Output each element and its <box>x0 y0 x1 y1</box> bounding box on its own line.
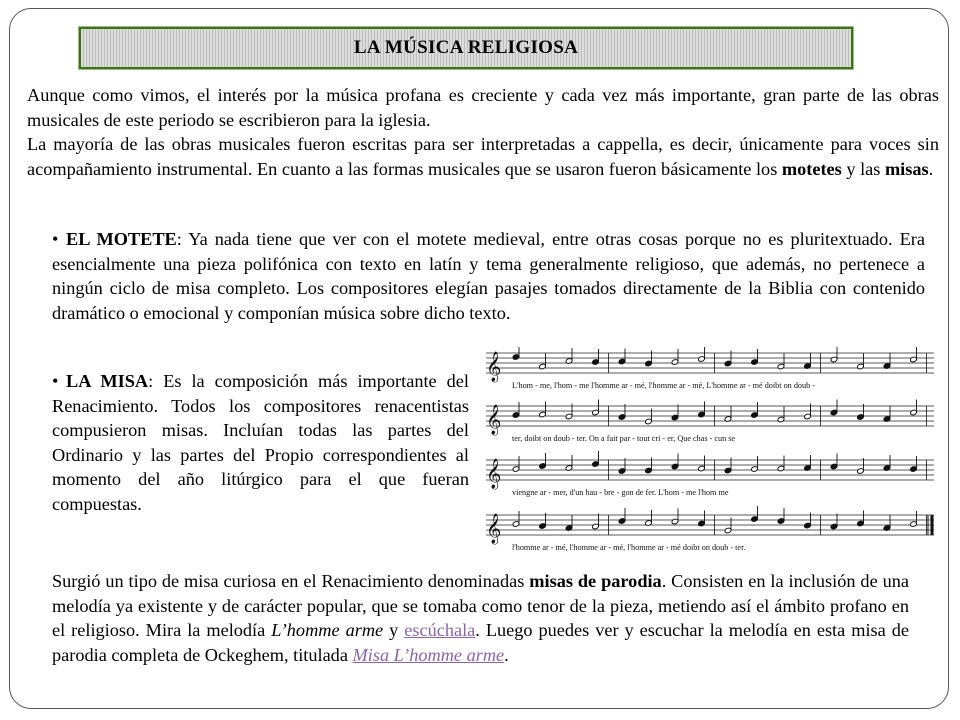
bullet-icon: • <box>52 371 59 391</box>
intro-text <box>27 83 939 181</box>
intro-connector: y las <box>841 158 885 179</box>
lhomme-arme-score-image <box>482 347 938 565</box>
title-banner <box>79 27 853 69</box>
treble-clef-icon: 𝄞 <box>486 405 502 435</box>
score-lyric-line: viengne ar - mer, d'un hau - bre - gon de fer. L'hom - me l'hom me <box>512 488 729 497</box>
motete-bullet <box>52 227 925 325</box>
misa-label: LA MISA <box>66 371 149 391</box>
parodia-part-2: . Consisten en la inclusión de una melodía ya existente y de carácter popular, que se tomaba como tenor de la pieza, metiendo así el ámbito profano en el religioso. Mira la melodía <box>52 571 909 640</box>
bullet-icon: • <box>52 229 59 249</box>
keyword-motetes: motetes <box>781 158 842 179</box>
keyword-misas: misas <box>884 158 929 179</box>
page-title: LA MÚSICA RELIGIOSA <box>353 37 579 58</box>
intro-paragraph-2: La mayoría de las obras musicales fueron escritas para ser interpretadas a cappella, es decir, únicamente para voces sin acompañamiento instrumental. En cuanto a las formas musicales que se usaron fueron básicamente los <box>27 134 939 179</box>
keyword-misas-de-parodia: misas de parodia <box>529 571 662 591</box>
score-lyric-line: L'hom - me, l'hom - me l'homme ar - mé, l'homme ar - mé, L'homme ar - mé doibt on doub - <box>512 381 815 390</box>
motete-label: EL MOTETE <box>66 229 177 249</box>
treble-clef-icon: 𝄞 <box>486 514 502 544</box>
treble-clef-icon: 𝄞 <box>486 459 502 489</box>
misa-text: : Es la composición más importante del Renacimiento. Todos los compositores renacentistas compusieron misas. Incluían todas las partes del Ordinario y las partes del Propio correspondientes al momento del año litúrgico para el que fueran compuestas. <box>52 371 469 514</box>
parodia-part-3: y <box>383 620 405 640</box>
listen-link[interactable]: escúchala <box>404 620 476 640</box>
motete-text: : Ya nada tiene que ver con el motete medieval, entre otras cosas porque no es pluritextuado. Era esencialmente una pieza polifónica con texto en latín y tema generalmente religioso, que además, no pertenece a ningún ciclo de misa completo. Los compositores elegían pasajes tomados directamente de la Biblia con contenido dramático o emocional y componían música sobre dicho texto. <box>52 229 926 323</box>
intro-paragraph-1: Aunque como vimos, el interés por la música profana es creciente y cada vez más importante, gran parte de las obras musicales de este periodo se escribieron para la iglesia. <box>27 85 939 130</box>
parodia-part-5: . <box>504 644 509 665</box>
parodia-part-1: Surgió un tipo de misa curiosa en el Renacimiento denominadas <box>52 571 530 591</box>
treble-clef-icon: 𝄞 <box>486 352 502 382</box>
melody-title: L’homme arme <box>271 620 384 640</box>
misa-bullet <box>52 369 469 516</box>
parodia-text <box>52 569 909 667</box>
score-lyric-line: l'homme ar - mé, l'homme ar - mé, l'homme ar - mé doibt on doub - ter. <box>512 543 746 552</box>
parodia-part-4: . Luego puedes ver y escuchar la melodía en esta misa de parodia completa de Ockeghem, titulada <box>52 620 909 665</box>
intro-period: . <box>928 158 934 179</box>
score-lyric-line: ter, doibt on doub - ter. On a fait par - tout cri - er, Que chas - cun se <box>512 434 736 443</box>
misa-lhomme-arme-link[interactable]: Misa L’homme arme <box>352 644 505 665</box>
